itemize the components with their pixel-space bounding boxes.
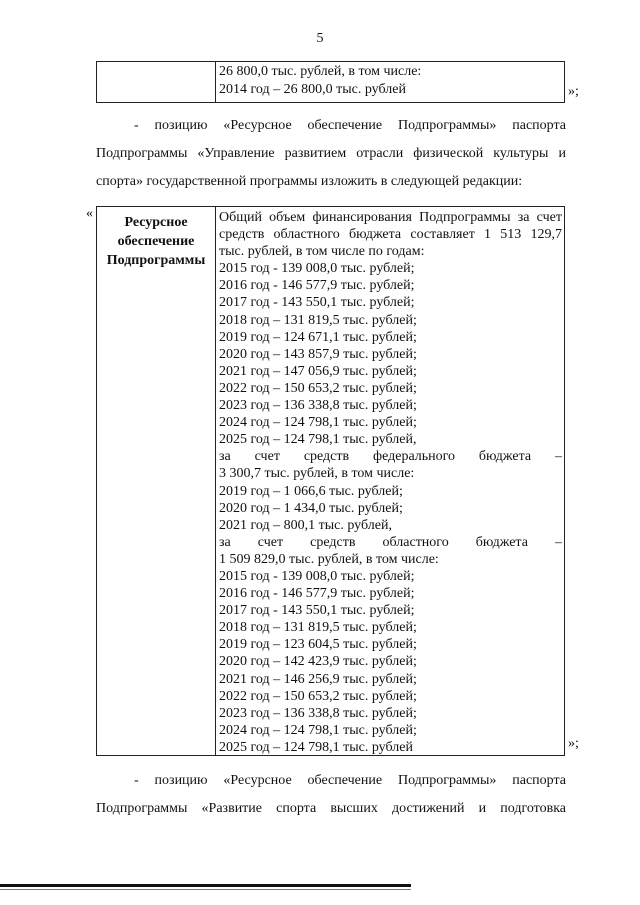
year-regional-line: 2019 год – 123 604,5 тыс. рублей; xyxy=(219,637,417,653)
resource-table-label: Ресурсное обеспечение Подпрограммы xyxy=(106,215,206,268)
year-federal-line: 2021 год – 800,1 тыс. рублей, xyxy=(219,517,392,533)
paragraph-body: Подпрограммы «Управление развитием отрасли физической культуры и спорта» государственной программы изложить в следующей редакции: xyxy=(96,146,566,189)
year-total-line: 2021 год – 147 056,9 тыс. рублей; xyxy=(219,363,417,379)
regional-funding-heading: за счет средств областного бюджета – xyxy=(219,534,562,550)
year-regional-line: 2015 год - 139 008,0 тыс. рублей; xyxy=(219,568,415,584)
top-table-line: 26 800,0 тыс. рублей, в том числе: xyxy=(219,64,422,79)
year-federal-line: 2019 год – 1 066,6 тыс. рублей; xyxy=(219,483,403,499)
year-federal-line: 2020 год – 1 434,0 тыс. рублей; xyxy=(219,500,403,516)
year-regional-line: 2020 год – 142 423,9 тыс. рублей; xyxy=(219,654,417,670)
funding-intro-end: тыс. рублей, в том числе по годам: xyxy=(219,244,425,260)
year-regional-line: 2023 год – 136 338,8 тыс. рублей; xyxy=(219,705,417,721)
year-total-line: 2020 год – 143 857,9 тыс. рублей; xyxy=(219,346,417,362)
footer-rule-thin xyxy=(0,889,411,890)
year-total-line: 2017 год - 143 550,1 тыс. рублей; xyxy=(219,295,415,311)
paragraph-body: Подпрограммы «Развитие спорта высших достижений и подготовка xyxy=(96,801,566,816)
year-total-line: 2015 год - 139 008,0 тыс. рублей; xyxy=(219,261,415,277)
year-total-line: 2023 год – 136 338,8 тыс. рублей; xyxy=(219,398,417,414)
table-column-divider xyxy=(215,62,216,102)
top-table-closing-quote: »; xyxy=(568,84,579,99)
federal-funding-heading: за счет средств федерального бюджета – xyxy=(219,449,562,465)
year-total-line: 2019 год – 124 671,1 тыс. рублей; xyxy=(219,329,417,345)
footer-rule xyxy=(0,884,411,887)
year-regional-line: 2016 год - 146 577,9 тыс. рублей; xyxy=(219,586,415,602)
year-total-line: 2025 год – 124 798,1 тыс. рублей, xyxy=(219,432,417,448)
year-regional-line: 2021 год – 146 256,9 тыс. рублей; xyxy=(219,671,417,687)
paragraph-first-line: - позицию «Ресурсное обеспечение Подпрограммы» паспорта xyxy=(134,773,566,788)
year-total-line: 2024 год – 124 798,1 тыс. рублей; xyxy=(219,415,417,431)
year-total-line: 2016 год - 146 577,9 тыс. рублей; xyxy=(219,278,415,294)
year-total-line: 2022 год – 150 653,2 тыс. рублей; xyxy=(219,380,417,396)
top-table-cell xyxy=(219,63,559,99)
year-regional-line: 2022 год – 150 653,2 тыс. рублей; xyxy=(219,688,417,704)
year-regional-line: 2024 год – 124 798,1 тыс. рублей; xyxy=(219,722,417,738)
amendment-paragraph xyxy=(96,767,566,823)
top-table-fragment xyxy=(96,61,565,103)
resource-table-content xyxy=(219,209,562,756)
year-total-line: 2018 год – 131 819,5 тыс. рублей; xyxy=(219,312,417,328)
resource-table xyxy=(96,206,565,756)
paragraph-first-line: - позицию «Ресурсное обеспечение Подпрограммы» паспорта xyxy=(134,118,566,133)
year-regional-line: 2017 год - 143 550,1 тыс. рублей; xyxy=(219,603,415,619)
federal-funding-amount: 3 300,7 тыс. рублей, в том числе: xyxy=(219,466,415,482)
regional-funding-amount: 1 509 829,0 тыс. рублей, в том числе: xyxy=(219,551,439,567)
amendment-paragraph xyxy=(96,112,566,196)
funding-intro: Общий объем финансирования Подпрограммы за счет средств областного бюджета составляет 1 513 129,7 xyxy=(219,210,562,243)
page-number: 5 xyxy=(316,31,324,46)
top-table-line: 2014 год – 26 800,0 тыс. рублей xyxy=(219,82,406,97)
year-regional-line: 2025 год – 124 798,1 тыс. рублей xyxy=(219,739,413,755)
resource-table-opening-quote: « xyxy=(86,206,93,221)
year-regional-line: 2018 год – 131 819,5 тыс. рублей; xyxy=(219,620,417,636)
resource-table-closing-quote: »; xyxy=(568,736,579,751)
table-column-divider xyxy=(215,207,216,755)
